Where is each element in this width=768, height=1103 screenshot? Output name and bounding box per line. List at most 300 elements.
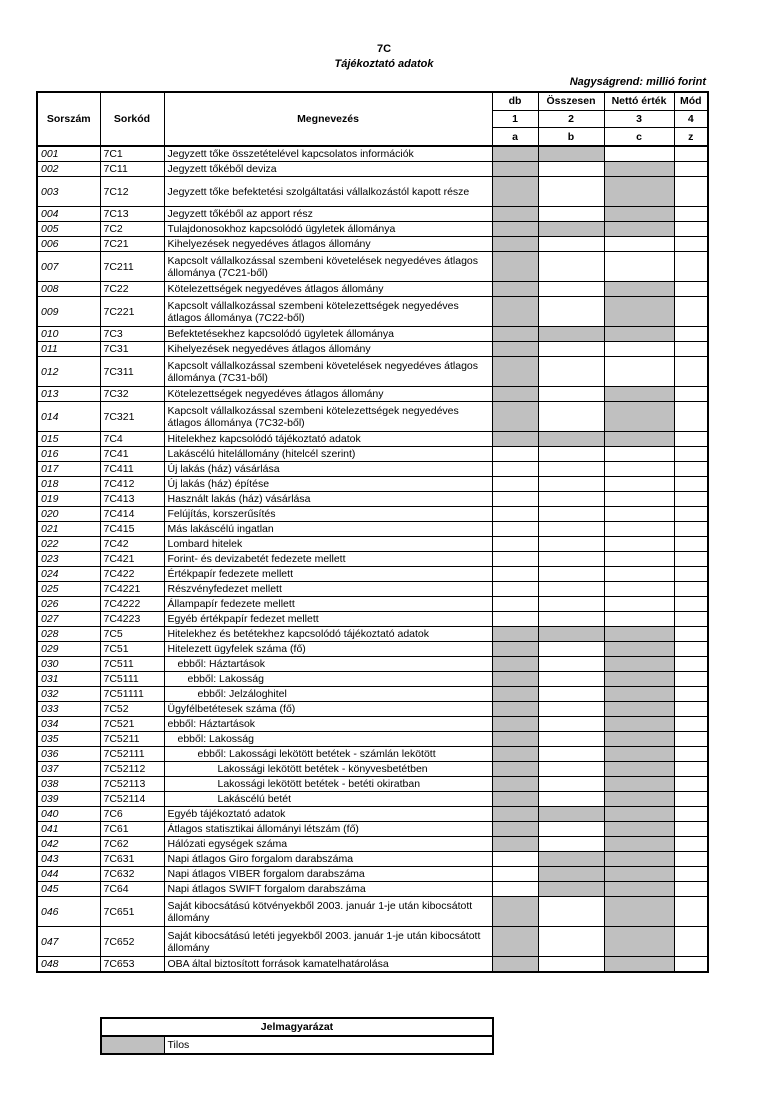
disabled-cell — [604, 432, 674, 447]
table-row — [37, 702, 708, 717]
value-cell[interactable] — [492, 882, 538, 897]
row-number: 023 — [37, 552, 100, 567]
row-name: Egyéb értékpapír fedezet mellett — [164, 612, 492, 627]
table-body — [37, 146, 708, 972]
row-code: 7C11 — [100, 162, 164, 177]
value-cell[interactable] — [674, 837, 708, 852]
row-name: Új lakás (ház) vásárlása — [164, 462, 492, 477]
row-name: Hálózati egységek száma — [164, 837, 492, 852]
table-row — [37, 537, 708, 552]
row-name: Kapcsolt vállalkozással szembeni kötelezettségek negyedéves átlagos állománya (7C22-ből) — [164, 297, 492, 327]
row-number: 047 — [37, 927, 100, 957]
value-cell[interactable] — [674, 627, 708, 642]
value-cell[interactable] — [674, 612, 708, 627]
value-cell[interactable] — [538, 777, 604, 792]
table-row — [37, 327, 708, 342]
value-cell[interactable] — [604, 462, 674, 477]
table-row — [37, 342, 708, 357]
disabled-cell — [604, 897, 674, 927]
value-cell[interactable] — [674, 252, 708, 282]
row-name: Kapcsolt vállalkozással szembeni követelések negyedéves átlagos állománya (7C31-ből) — [164, 357, 492, 387]
row-name: Felújítás, korszerűsítés — [164, 507, 492, 522]
value-cell[interactable] — [674, 672, 708, 687]
value-cell[interactable] — [604, 597, 674, 612]
table-row — [37, 477, 708, 492]
table-row — [37, 642, 708, 657]
value-cell[interactable] — [492, 552, 538, 567]
value-cell[interactable] — [674, 477, 708, 492]
row-name: ebből: Lakossági lekötött betétek - számlán lekötött — [164, 747, 492, 762]
value-cell[interactable] — [538, 657, 604, 672]
legend-table — [100, 1017, 494, 1055]
value-cell[interactable] — [538, 552, 604, 567]
row-number: 048 — [37, 957, 100, 973]
value-cell[interactable] — [674, 597, 708, 612]
disabled-cell — [492, 177, 538, 207]
disabled-cell — [492, 762, 538, 777]
value-cell[interactable] — [538, 492, 604, 507]
row-code: 7C4 — [100, 432, 164, 447]
row-code: 7C52111 — [100, 747, 164, 762]
row-code: 7C52113 — [100, 777, 164, 792]
value-cell[interactable] — [604, 507, 674, 522]
table-row — [37, 462, 708, 477]
disabled-cell — [604, 927, 674, 957]
row-code: 7C52112 — [100, 762, 164, 777]
row-number: 016 — [37, 447, 100, 462]
value-cell[interactable] — [492, 567, 538, 582]
disabled-cell — [538, 852, 604, 867]
value-cell[interactable] — [674, 342, 708, 357]
table-row — [37, 567, 708, 582]
value-cell[interactable] — [674, 177, 708, 207]
value-cell[interactable] — [604, 477, 674, 492]
row-number: 005 — [37, 222, 100, 237]
row-name: Befektetésekhez kapcsolódó ügyletek állománya — [164, 327, 492, 342]
disabled-cell — [492, 672, 538, 687]
row-number: 021 — [37, 522, 100, 537]
table-row — [37, 447, 708, 462]
disabled-cell — [604, 162, 674, 177]
row-number: 043 — [37, 852, 100, 867]
value-cell[interactable] — [604, 146, 674, 162]
header-megnevezes: Megnevezés — [164, 92, 492, 146]
table-row — [37, 492, 708, 507]
row-code: 7C32 — [100, 387, 164, 402]
legend-label: Tilos — [164, 1036, 493, 1054]
header-sorkod: Sorkód — [100, 92, 164, 146]
value-cell[interactable] — [674, 327, 708, 342]
value-cell[interactable] — [604, 582, 674, 597]
header-letter: b — [538, 128, 604, 146]
row-name: Tulajdonosokhoz kapcsolódó ügyletek állománya — [164, 222, 492, 237]
row-code: 7C41 — [100, 447, 164, 462]
value-cell[interactable] — [492, 867, 538, 882]
value-cell[interactable] — [674, 927, 708, 957]
row-number: 022 — [37, 537, 100, 552]
disabled-cell — [492, 162, 538, 177]
value-cell[interactable] — [604, 552, 674, 567]
header-mod: Mód — [674, 92, 708, 110]
value-cell[interactable] — [538, 927, 604, 957]
row-number: 010 — [37, 327, 100, 342]
value-cell[interactable] — [492, 447, 538, 462]
disabled-cell — [492, 207, 538, 222]
row-name: Jegyzett tőkéből deviza — [164, 162, 492, 177]
value-cell[interactable] — [538, 582, 604, 597]
row-number: 033 — [37, 702, 100, 717]
value-cell[interactable] — [674, 867, 708, 882]
value-cell[interactable] — [538, 672, 604, 687]
table-row — [37, 717, 708, 732]
disabled-cell — [538, 327, 604, 342]
row-number: 040 — [37, 807, 100, 822]
disabled-cell — [492, 327, 538, 342]
disabled-cell — [492, 387, 538, 402]
value-cell[interactable] — [674, 357, 708, 387]
header-osszesen: Összesen — [538, 92, 604, 110]
value-cell[interactable] — [492, 522, 538, 537]
value-cell[interactable] — [538, 837, 604, 852]
value-cell[interactable] — [538, 897, 604, 927]
table-row — [37, 747, 708, 762]
row-code: 7C414 — [100, 507, 164, 522]
row-code: 7C652 — [100, 927, 164, 957]
table-row — [37, 402, 708, 432]
value-cell[interactable] — [538, 567, 604, 582]
table-row — [37, 552, 708, 567]
table-row — [37, 582, 708, 597]
row-name: Jegyzett tőke összetételével kapcsolatos információk — [164, 146, 492, 162]
value-cell[interactable] — [674, 282, 708, 297]
row-number: 035 — [37, 732, 100, 747]
row-name: Hitelekhez kapcsolódó tájékoztató adatok — [164, 432, 492, 447]
table-row — [37, 882, 708, 897]
value-cell[interactable] — [538, 342, 604, 357]
form-code: 7C — [376, 43, 392, 55]
value-cell[interactable] — [604, 537, 674, 552]
row-number: 027 — [37, 612, 100, 627]
row-code: 7C51111 — [100, 687, 164, 702]
value-cell[interactable] — [674, 807, 708, 822]
disabled-cell — [604, 222, 674, 237]
row-name: Lakáscélú hitelállomány (hitelcél szerint) — [164, 447, 492, 462]
row-name: Saját kibocsátású kötvényekből 2003. január 1-je után kibocsátott állomány — [164, 897, 492, 927]
header-db: db — [492, 92, 538, 110]
value-cell[interactable] — [492, 537, 538, 552]
value-cell[interactable] — [538, 957, 604, 973]
value-cell[interactable] — [604, 447, 674, 462]
value-cell[interactable] — [674, 897, 708, 927]
value-cell[interactable] — [674, 762, 708, 777]
row-number: 034 — [37, 717, 100, 732]
header-letter: c — [604, 128, 674, 146]
disabled-cell — [604, 702, 674, 717]
row-code: 7C22 — [100, 282, 164, 297]
disabled-cell — [604, 297, 674, 327]
row-code: 7C4223 — [100, 612, 164, 627]
row-number: 001 — [37, 146, 100, 162]
value-cell[interactable] — [538, 462, 604, 477]
value-cell[interactable] — [604, 252, 674, 282]
row-code: 7C221 — [100, 297, 164, 327]
row-name: Hitelekhez és betétekhez kapcsolódó tájékoztató adatok — [164, 627, 492, 642]
value-cell[interactable] — [674, 852, 708, 867]
row-number: 015 — [37, 432, 100, 447]
disabled-cell — [604, 852, 674, 867]
row-code: 7C413 — [100, 492, 164, 507]
row-code: 7C211 — [100, 252, 164, 282]
value-cell[interactable] — [604, 522, 674, 537]
disabled-cell — [604, 777, 674, 792]
row-number: 026 — [37, 597, 100, 612]
value-cell[interactable] — [492, 582, 538, 597]
value-cell[interactable] — [674, 432, 708, 447]
row-name: ebből: Lakosság — [164, 672, 492, 687]
row-code: 7C415 — [100, 522, 164, 537]
disabled-cell — [604, 207, 674, 222]
value-cell[interactable] — [538, 522, 604, 537]
value-cell[interactable] — [492, 852, 538, 867]
value-cell[interactable] — [538, 687, 604, 702]
value-cell[interactable] — [492, 507, 538, 522]
row-name: Napi átlagos VIBER forgalom darabszáma — [164, 867, 492, 882]
value-cell[interactable] — [674, 462, 708, 477]
row-number: 024 — [37, 567, 100, 582]
row-code: 7C3 — [100, 327, 164, 342]
value-cell[interactable] — [492, 597, 538, 612]
disabled-cell — [492, 792, 538, 807]
value-cell[interactable] — [538, 597, 604, 612]
disabled-cell — [604, 642, 674, 657]
value-cell[interactable] — [674, 657, 708, 672]
row-code: 7C632 — [100, 867, 164, 882]
table-row — [37, 207, 708, 222]
value-cell[interactable] — [674, 146, 708, 162]
value-cell[interactable] — [538, 177, 604, 207]
value-cell[interactable] — [674, 402, 708, 432]
disabled-cell — [604, 672, 674, 687]
table-row — [37, 432, 708, 447]
disabled-cell — [538, 146, 604, 162]
value-cell[interactable] — [674, 552, 708, 567]
row-number: 041 — [37, 822, 100, 837]
value-cell[interactable] — [538, 822, 604, 837]
table-row — [37, 792, 708, 807]
table-row — [37, 897, 708, 927]
row-name: OBA által biztosított források kamatelhatárolása — [164, 957, 492, 973]
row-number: 002 — [37, 162, 100, 177]
disabled-cell — [538, 867, 604, 882]
disabled-cell — [492, 222, 538, 237]
unit-label: Nagyságrend: millió forint — [569, 76, 706, 88]
disabled-cell — [492, 747, 538, 762]
disabled-cell — [492, 927, 538, 957]
value-cell[interactable] — [674, 567, 708, 582]
value-cell[interactable] — [538, 162, 604, 177]
value-cell[interactable] — [674, 777, 708, 792]
value-cell[interactable] — [674, 522, 708, 537]
value-cell[interactable] — [604, 612, 674, 627]
data-table — [36, 91, 709, 973]
value-cell[interactable] — [674, 507, 708, 522]
value-cell[interactable] — [538, 537, 604, 552]
value-cell[interactable] — [604, 342, 674, 357]
value-cell[interactable] — [538, 477, 604, 492]
value-cell[interactable] — [538, 252, 604, 282]
disabled-cell — [604, 822, 674, 837]
disabled-cell — [492, 252, 538, 282]
disabled-cell — [492, 297, 538, 327]
value-cell[interactable] — [538, 792, 604, 807]
value-cell[interactable] — [604, 237, 674, 252]
row-number: 031 — [37, 672, 100, 687]
value-cell[interactable] — [538, 357, 604, 387]
value-cell[interactable] — [538, 402, 604, 432]
value-cell[interactable] — [538, 237, 604, 252]
row-number: 036 — [37, 747, 100, 762]
row-code: 7C31 — [100, 342, 164, 357]
value-cell[interactable] — [538, 702, 604, 717]
value-cell[interactable] — [674, 222, 708, 237]
value-cell[interactable] — [674, 732, 708, 747]
disabled-cell — [492, 837, 538, 852]
row-name: Kötelezettségek negyedéves átlagos állomány — [164, 282, 492, 297]
value-cell[interactable] — [604, 567, 674, 582]
row-code: 7C321 — [100, 402, 164, 432]
row-number: 013 — [37, 387, 100, 402]
row-name: Ügyfélbetétesek száma (fő) — [164, 702, 492, 717]
value-cell[interactable] — [538, 447, 604, 462]
value-cell[interactable] — [492, 612, 538, 627]
disabled-cell — [492, 702, 538, 717]
value-cell[interactable] — [538, 732, 604, 747]
disabled-cell — [492, 146, 538, 162]
row-name: Átlagos statisztikai állományi létszám (fő) — [164, 822, 492, 837]
value-cell[interactable] — [674, 492, 708, 507]
row-code: 7C62 — [100, 837, 164, 852]
value-cell[interactable] — [674, 582, 708, 597]
value-cell[interactable] — [538, 282, 604, 297]
value-cell[interactable] — [492, 492, 538, 507]
disabled-cell — [492, 777, 538, 792]
disabled-cell — [492, 282, 538, 297]
value-cell[interactable] — [538, 612, 604, 627]
row-name: Napi átlagos SWIFT forgalom darabszáma — [164, 882, 492, 897]
table-row — [37, 927, 708, 957]
value-cell[interactable] — [674, 717, 708, 732]
row-name: Részvényfedezet mellett — [164, 582, 492, 597]
disabled-cell — [492, 237, 538, 252]
header-letter: z — [674, 128, 708, 146]
disabled-cell — [604, 732, 674, 747]
value-cell[interactable] — [674, 882, 708, 897]
value-cell[interactable] — [674, 297, 708, 327]
value-cell[interactable] — [674, 537, 708, 552]
row-code: 7C422 — [100, 567, 164, 582]
row-name: Jegyzett tőkéből az apport rész — [164, 207, 492, 222]
row-name: Használt lakás (ház) vásárlása — [164, 492, 492, 507]
row-code: 7C653 — [100, 957, 164, 973]
table-row — [37, 252, 708, 282]
value-cell[interactable] — [492, 477, 538, 492]
value-cell[interactable] — [538, 387, 604, 402]
row-number: 030 — [37, 657, 100, 672]
disabled-cell — [492, 897, 538, 927]
table-row — [37, 597, 708, 612]
disabled-cell — [604, 282, 674, 297]
disabled-cell — [492, 957, 538, 973]
value-cell[interactable] — [674, 207, 708, 222]
disabled-cell — [604, 837, 674, 852]
row-number: 020 — [37, 507, 100, 522]
row-name: Napi átlagos Giro forgalom darabszáma — [164, 852, 492, 867]
table-row — [37, 762, 708, 777]
value-cell[interactable] — [674, 162, 708, 177]
row-code: 7C13 — [100, 207, 164, 222]
row-number: 037 — [37, 762, 100, 777]
table-row — [37, 777, 708, 792]
value-cell[interactable] — [674, 237, 708, 252]
table-row — [37, 657, 708, 672]
table-row — [37, 162, 708, 177]
disabled-cell — [492, 402, 538, 432]
value-cell[interactable] — [604, 357, 674, 387]
value-cell[interactable] — [674, 957, 708, 973]
value-cell[interactable] — [538, 297, 604, 327]
disabled-cell — [492, 732, 538, 747]
row-code: 7C21 — [100, 237, 164, 252]
row-number: 019 — [37, 492, 100, 507]
value-cell[interactable] — [674, 792, 708, 807]
value-cell[interactable] — [538, 717, 604, 732]
value-cell[interactable] — [604, 492, 674, 507]
table-row — [37, 357, 708, 387]
value-cell[interactable] — [538, 762, 604, 777]
disabled-cell — [604, 807, 674, 822]
value-cell[interactable] — [674, 822, 708, 837]
disabled-cell — [538, 432, 604, 447]
disabled-cell — [604, 327, 674, 342]
value-cell[interactable] — [674, 387, 708, 402]
value-cell[interactable] — [538, 507, 604, 522]
row-code: 7C651 — [100, 897, 164, 927]
value-cell[interactable] — [674, 687, 708, 702]
value-cell[interactable] — [538, 642, 604, 657]
value-cell[interactable] — [674, 702, 708, 717]
disabled-cell — [604, 747, 674, 762]
value-cell[interactable] — [674, 747, 708, 762]
row-code: 7C4222 — [100, 597, 164, 612]
row-name: Saját kibocsátású letéti jegyekből 2003. január 1-je után kibocsátott állomány — [164, 927, 492, 957]
table-row — [37, 297, 708, 327]
row-name: Kihelyezések negyedéves átlagos állomány — [164, 237, 492, 252]
disabled-cell — [492, 717, 538, 732]
row-code: 7C1 — [100, 146, 164, 162]
row-code: 7C421 — [100, 552, 164, 567]
row-name: ebből: Háztartások — [164, 717, 492, 732]
value-cell[interactable] — [674, 447, 708, 462]
row-name: Egyéb tájékoztató adatok — [164, 807, 492, 822]
value-cell[interactable] — [538, 747, 604, 762]
value-cell[interactable] — [538, 207, 604, 222]
row-number: 003 — [37, 177, 100, 207]
row-number: 045 — [37, 882, 100, 897]
disabled-cell — [604, 867, 674, 882]
row-name: ebből: Háztartások — [164, 657, 492, 672]
value-cell[interactable] — [492, 462, 538, 477]
value-cell[interactable] — [674, 642, 708, 657]
